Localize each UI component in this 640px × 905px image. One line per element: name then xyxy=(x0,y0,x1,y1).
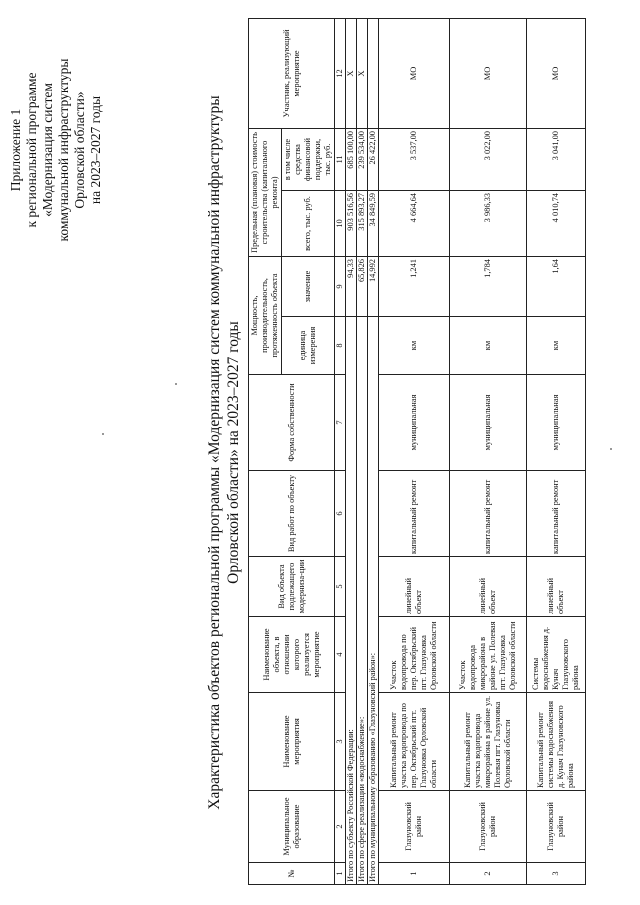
cell-cost-total: 3 986,33 xyxy=(450,191,527,257)
cell-work-type: капитальный ремонт xyxy=(379,471,450,557)
cell-cost-support: 3 537,00 xyxy=(379,129,450,191)
cell-participant: МО xyxy=(379,19,450,129)
summary-cost-total: 34 849,59 xyxy=(368,191,379,257)
summary-label: Итого по муниципальному образованию «Глазуновский район»: xyxy=(368,317,379,885)
header-capacity: Мощность, производительность, протяженность объекта xyxy=(249,257,282,375)
cell-work-type: капитальный ремонт xyxy=(450,471,527,557)
header-cost: Предельная (плановая) стоимость строительства (капитального ремонта) xyxy=(249,129,282,257)
header-work-type: Вид работ по объекту xyxy=(249,471,335,557)
cell-cost-support: 3 041,00 xyxy=(527,129,586,191)
column-number: 11 xyxy=(335,129,346,191)
column-number: 2 xyxy=(335,791,346,863)
header-event-name: Наименование мероприятия xyxy=(249,693,335,791)
cell-object-name: Участок водопровода по пер. Октябрьский пгт. Глазуновка Орловской области xyxy=(379,617,450,693)
cell-ownership: муниципальная xyxy=(450,375,527,471)
cell-value: 1,241 xyxy=(379,257,450,317)
header-num: № xyxy=(249,863,335,885)
header-participant: Участник, реализующий мероприятие xyxy=(249,19,335,129)
table-row xyxy=(527,19,586,885)
table-row xyxy=(450,19,527,885)
summary-label: Итого по сфере реализации «водоснабжение»: xyxy=(357,317,368,885)
cell-object-type: линейный объект xyxy=(379,557,450,617)
cell-num: 3 xyxy=(527,863,586,885)
cell-unit: км xyxy=(379,317,450,375)
cell-unit: км xyxy=(527,317,586,375)
column-number: 1 xyxy=(335,863,346,885)
column-number: 10 xyxy=(335,191,346,257)
header-object-name: Наименование объекта, в отношении которого реализуется мероприятие xyxy=(249,617,335,693)
cell-work-type: капитальный ремонт xyxy=(527,471,586,557)
cell-object-type: линейный объект xyxy=(450,557,527,617)
cell-cost-total: 4 010,74 xyxy=(527,191,586,257)
summary-cost-support: 685 100,00 xyxy=(346,129,357,191)
summary-participant xyxy=(368,19,379,129)
summary-value: 65,826 xyxy=(357,257,368,317)
scan-speck xyxy=(175,383,177,385)
header-unit: единица измерения xyxy=(282,317,335,375)
appendix-block xyxy=(8,20,104,280)
appendix-line: Приложение 1 xyxy=(8,108,23,192)
header-cost-total: всего, тыс. руб. xyxy=(282,191,335,257)
scan-speck xyxy=(102,433,104,435)
summary-row-water xyxy=(357,19,368,885)
summary-cost-total: 315 893,27 xyxy=(357,191,368,257)
cell-participant: МО xyxy=(450,19,527,129)
summary-cost-total: 903 516,56 xyxy=(346,191,357,257)
cell-cost-total: 4 664,64 xyxy=(379,191,450,257)
summary-cost-support: 239 534,00 xyxy=(357,129,368,191)
table-row xyxy=(379,19,450,885)
cell-municipality: Глазуновский район xyxy=(379,791,450,863)
cell-value: 1,784 xyxy=(450,257,527,317)
summary-value: 14,992 xyxy=(368,257,379,317)
header-cost-support: в том числе средства финансовой поддержки, тыс. руб. xyxy=(282,129,335,191)
summary-participant: Х xyxy=(346,19,357,129)
cell-ownership: муниципальная xyxy=(527,375,586,471)
column-number: 5 xyxy=(335,557,346,617)
summary-value: 94,33 xyxy=(346,257,357,317)
appendix-line: к региональной программе xyxy=(24,72,39,228)
cell-num: 2 xyxy=(450,863,527,885)
cell-participant: МО xyxy=(527,19,586,129)
header-ownership: Форма собственности xyxy=(249,375,335,471)
appendix-line: на 2023–2027 годы xyxy=(88,95,103,205)
cell-object-name: Участок водопровода микрорайона в районе ул. Полевая пгт. Глазуновка Орловской области xyxy=(450,617,527,693)
cell-ownership: муниципальная xyxy=(379,375,450,471)
summary-label: Итого по субъекту Российской Федерации: xyxy=(346,317,357,885)
cell-municipality: Глазуновский район xyxy=(450,791,527,863)
summary-participant: Х xyxy=(357,19,368,129)
cell-event-name: Капитальный ремонт участка водопровода по пер. Октябрьский пгт. Глазуновка Орловской области xyxy=(379,693,450,791)
cell-value: 1,64 xyxy=(527,257,586,317)
cell-num: 1 xyxy=(379,863,450,885)
title-line-1: Характеристика объектов региональной программы «Модернизация систем коммунальной инфраструктуры xyxy=(206,95,223,810)
cell-object-type: линейный объект xyxy=(527,557,586,617)
summary-row-municipality xyxy=(368,19,379,885)
column-numbers-row xyxy=(335,19,346,885)
document-title xyxy=(205,20,243,885)
column-number: 12 xyxy=(335,19,346,129)
appendix-line: «Модернизация систем xyxy=(40,83,55,217)
cell-unit: км xyxy=(450,317,527,375)
cell-event-name: Капитальный ремонт участка водопровода микрорайона в районе ул. Полевая пгт. Глазуновка Орловской области xyxy=(450,693,527,791)
scan-speck xyxy=(610,448,612,450)
cell-object-name: Системы водоснабжения д. Кунач Глазуновского района xyxy=(527,617,586,693)
header-municipality: Муниципальное образование xyxy=(249,791,335,863)
objects-table xyxy=(248,18,586,885)
column-number: 6 xyxy=(335,471,346,557)
appendix-line: коммунальной инфраструктуры xyxy=(56,58,71,242)
column-number: 4 xyxy=(335,617,346,693)
header-value: значение xyxy=(282,257,335,317)
header-object-type: Вид объекта подлежащего модерниза-ции xyxy=(249,557,335,617)
column-number: 9 xyxy=(335,257,346,317)
column-number: 8 xyxy=(335,317,346,375)
title-line-2: Орловской области» на 2023–2027 годы xyxy=(225,321,242,584)
cell-event-name: Капитальный ремонт системы водоснабжения д. Кунач Глазуновского района xyxy=(527,693,586,791)
cell-cost-support: 3 022,00 xyxy=(450,129,527,191)
column-number: 3 xyxy=(335,693,346,791)
appendix-line: Орловской области» xyxy=(72,91,87,209)
summary-row-region xyxy=(346,19,357,885)
column-number: 7 xyxy=(335,375,346,471)
cell-municipality: Глазуновский район xyxy=(527,791,586,863)
summary-cost-support: 26 422,00 xyxy=(368,129,379,191)
